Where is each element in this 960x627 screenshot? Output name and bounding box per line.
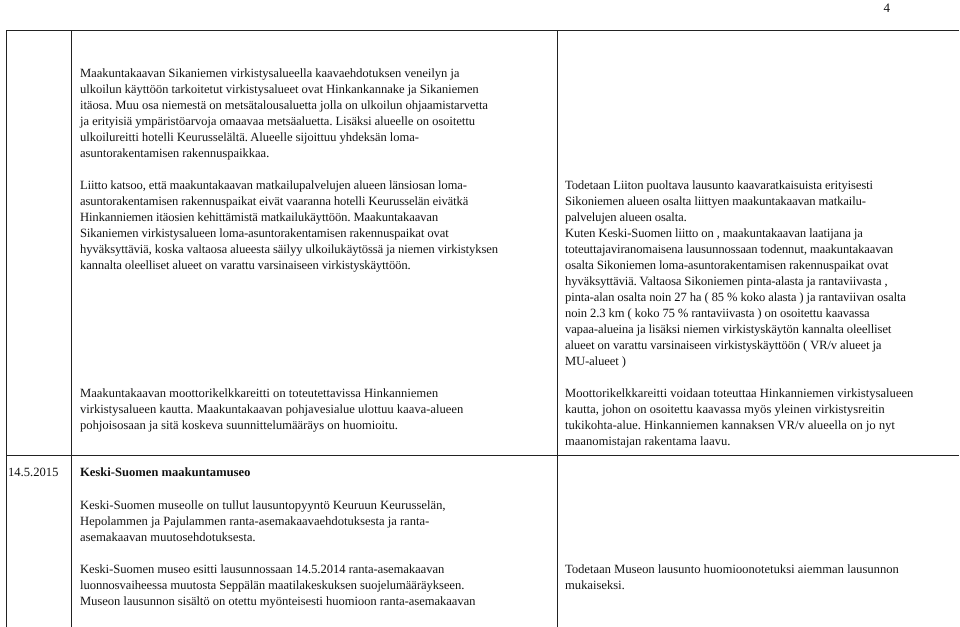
row1-statement-paragraph-2: Liitto katsoo, että maakuntakaavan matkailupalvelujen alueen länsiosan loma- asuntorakentamisen rakennuspaikat eivät vaaranna hotelli Keurusselän eivätkä Hinkanniemen itäosien kehittämistä matkailukäyttöön. Maakuntakaavan Sikaniemen virkistysalueen loma-asuntorakentamisen rakennuspaikat ovat hyväksyttäviä, koska valtaosa alueesta säilyy ulkoilukäytössä ja niemen virkistyksen kannalta oleelliset alueet on varattu varsinaiseen virkistyskäyttöön. (80, 178, 498, 272)
row2-date: 14.5.2015 (8, 465, 59, 479)
row2-statement-paragraph-1: Keski-Suomen museolle on tullut lausuntopyyntö Keuruun Keurusselän, Hepolammen ja Pajulammen ranta-asemakaavaehdotuksesta ja ranta- asemakaavan muutosehdotuksesta. (80, 498, 446, 544)
row1-reply-paragraph-2: Moottorikelkkareitti voidaan toteuttaa Hinkanniemen virkistysalueen kautta, johon on osoitettu kaavassa myös yleinen virkistysreitin tukikohta-alue. Hinkanniemen kannaksen VR/v alueella on jo nyt maanomistajan rakentama laavu. (565, 386, 914, 448)
page-number: 4 (883, 0, 890, 15)
row2-title: Keski-Suomen maakuntamuseo (80, 465, 251, 479)
column-divider-reply (557, 30, 558, 627)
row1-reply-paragraph-1: Todetaan Liiton puoltava lausunto kaavaratkaisuista erityisesti Sikoniemen alueen osalta liittyen maakuntakaavan matkailu- palvelujen alueen osalta. Kuten Keski-Suomen liitto on , maakuntakaavan laatijana ja toteuttajaviranomaisena lausunnossaan todennut, maakuntakaavan osalta Sikoniemen loma-asuntorakentamisen rakennuspaikat ovat hyväksyttäviä. Valtaosa Sikoniemen pinta-alasta ja rantaviivasta , pinta-alan osalta noin 27 ha ( 85 % koko alasta ) ja rantaviivan osalta noin 2.3 km ( koko 75 % rantaviivasta ) on osoitettu kaavassa vapaa-alueina ja lisäksi niemen virkistyskäytön kannalta oleelliset alueet on varattu varsinaiseen virkistyskäyttöön ( VR/v alueet ja MU-alueet ) (565, 178, 906, 368)
table-border-left (6, 30, 7, 627)
row2-statement-paragraph-2: Keski-Suomen museo esitti lausunnossaan 14.5.2014 ranta-asemakaavan luonnosvaiheessa muutosta Seppälän maatilakeskuksen suojelumääräykseen. Museon lausunnon sisältö on otettu myönteisesti huomioon ranta-asemakaavan (80, 562, 476, 608)
column-divider-date (71, 30, 72, 627)
row2-reply-paragraph-1: Todetaan Museon lausunto huomioonotetuksi aiemman lausunnon mukaiseksi. (565, 562, 899, 592)
row1-statement-paragraph-1: Maakuntakaavan Sikaniemen virkistysalueella kaavaehdotuksen veneilyn ja ulkoilun käyttöön tarkoitetut virkistysalueet ovat Hinkankannake ja Sikaniemen itäosa. Muu osa niemestä on metsätalousaluetta jolla on ulkoilun ohjaamistarvetta ja erityisiä ympäristöarvoja omaavaa metsäaluetta. Lisäksi alueelle on osoitettu ulkoilureitti hotelli Keurusselältä. Alueelle sijoittuu yhdeksän loma- asuntorakentamisen rakennuspaikkaa. (80, 66, 488, 160)
row1-statement-paragraph-3: Maakuntakaavan moottorikelkkareitti on toteutettavissa Hinkanniemen virkistysalueen kautta. Maakuntakaavan pohjavesialue ulottuu kaava-alueen pohjoisosaan ja sitä koskeva suunnittelumääräys on huomioitu. (80, 386, 464, 432)
table-border-top (6, 30, 959, 31)
row-divider (6, 455, 959, 456)
